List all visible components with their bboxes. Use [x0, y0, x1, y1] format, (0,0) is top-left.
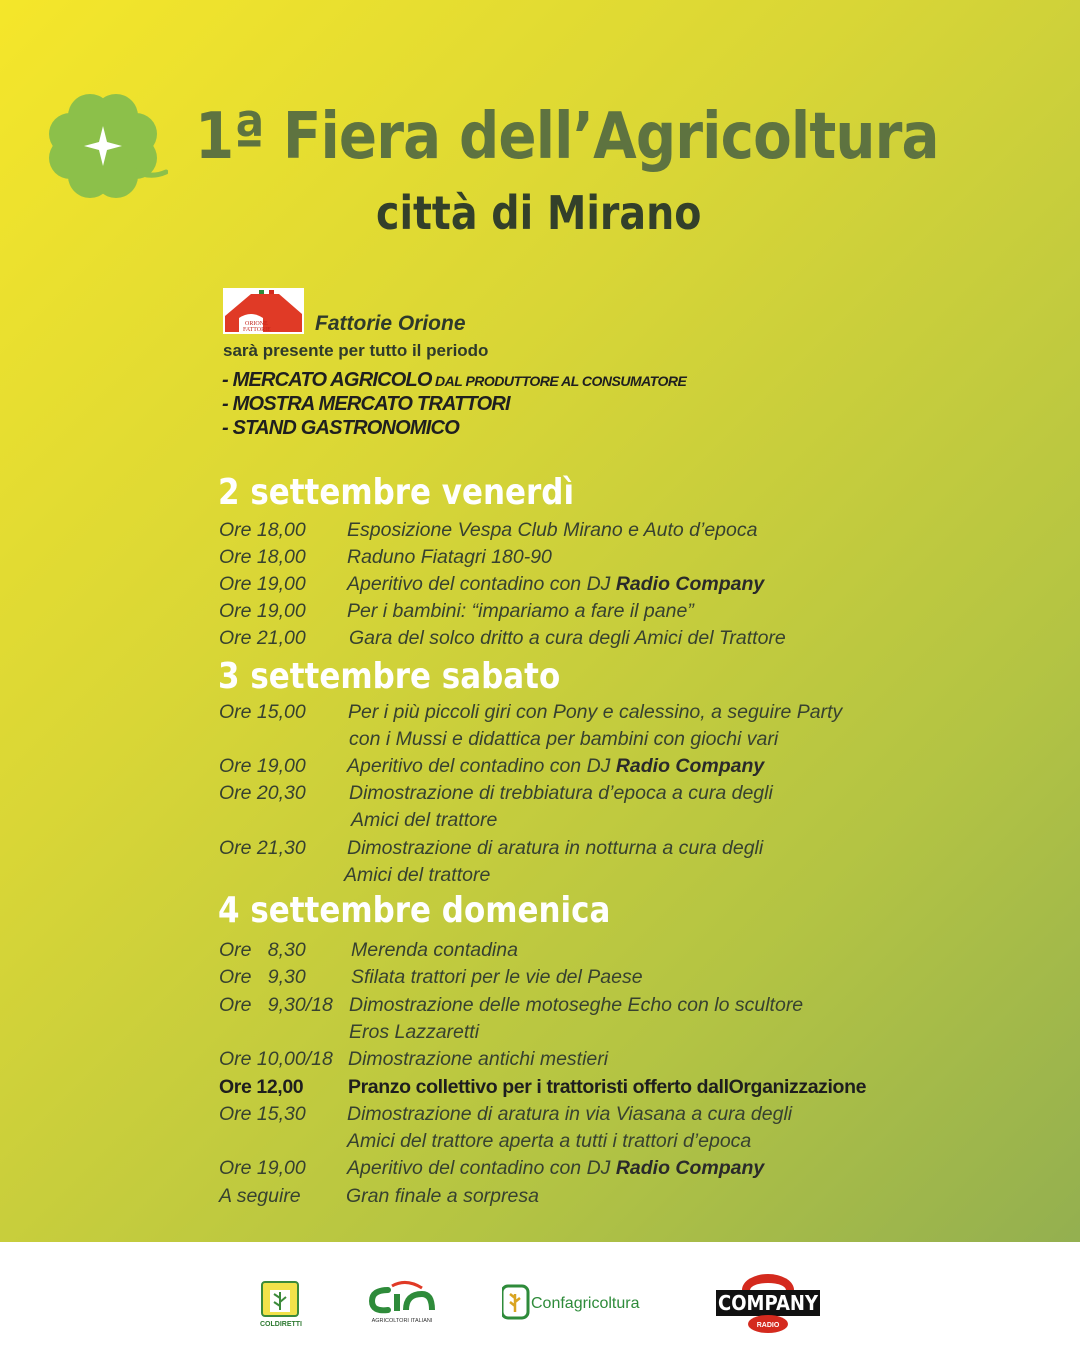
coldiretti-logo: [258, 1280, 304, 1328]
event-row: Ore 19,00 Aperitivo del contadino con DJ Radio Company: [219, 755, 765, 777]
event-row: Ore 19,00 Aperitivo del contadino con DJ Radio Company: [219, 573, 765, 595]
event-row: Ore 21,30 Dimostrazione di aratura in notturna a cura degli: [219, 837, 764, 859]
event-row: Ore 15,30 Dimostrazione di aratura in via Viasana a cura degli: [219, 1103, 793, 1125]
feature-item: - STAND GASTRONOMICO: [222, 417, 459, 439]
event-row: Ore 20,30 Dimostrazione di trebbiatura d’epoca a cura degli: [219, 782, 773, 804]
event-row: Ore 21,00 Gara del solco dritto a cura degli Amici del Trattore: [219, 627, 786, 649]
svg-text:ORIONE: ORIONE: [245, 321, 268, 327]
day-heading: 2 settembre venerdì: [218, 472, 575, 513]
svg-text:AGRICOLTORI ITALIANI: AGRICOLTORI ITALIANI: [371, 1318, 433, 1324]
event-row: Ore 18,00 Raduno Fiatagri 180-90: [219, 546, 552, 568]
event-row: Ore 8,30 Merenda contadina: [219, 939, 518, 961]
svg-text:COMPANY: COMPANY: [718, 1292, 818, 1316]
svg-text:COLDIRETTI: COLDIRETTI: [260, 1321, 302, 1328]
radio-company-logo: [714, 1268, 822, 1334]
feature-item: - MERCATO AGRICOLO DAL PRODUTTORE AL CONSUMATORE: [222, 369, 687, 391]
feature-item: - MOSTRA MERCATO TRATTORI: [222, 393, 510, 415]
event-row: Ore 15,00 Per i più piccoli giri con Pony e calessino, a seguire Party: [219, 701, 843, 723]
event-row: Ore 18,00 Esposizione Vespa Club Mirano e Auto d’epoca: [219, 519, 758, 541]
fattorie-orione-logo: [223, 288, 304, 334]
confagricoltura-logo: [502, 1284, 652, 1320]
event-row: Ore 9,30/18 Dimostrazione delle motoseghe Echo con lo scultore: [219, 994, 804, 1016]
event-row: con i Mussi e didattica per bambini con giochi vari: [349, 728, 779, 750]
svg-text:RADIO: RADIO: [756, 1322, 780, 1329]
cia-logo: [366, 1280, 438, 1324]
event-row: Amici del trattore: [344, 864, 491, 886]
event-row-highlight: Ore 12,00 Pranzo collettivo per i trattoristi offerto dallOrganizzazione: [219, 1076, 867, 1098]
svg-text:Confagricoltura: Confagricoltura: [531, 1295, 640, 1312]
event-row: Ore 19,00 Aperitivo del contadino con DJ Radio Company: [219, 1157, 765, 1179]
day-heading: 3 settembre sabato: [218, 656, 561, 697]
four-leaf-clover-icon: [44, 88, 168, 204]
event-row: Amici del trattore aperta a tutti i trattori d’epoca: [347, 1130, 752, 1152]
svg-text:FATTORIE: FATTORIE: [243, 327, 271, 333]
page-title: 1ª Fiera dell’Agricoltura: [195, 100, 939, 174]
event-row: Amici del trattore: [351, 809, 498, 831]
event-row: A seguire Gran finale a sorpresa: [219, 1185, 539, 1207]
event-row: Ore 10,00/18 Dimostrazione antichi mestieri: [219, 1048, 609, 1070]
event-row: Ore 9,30 Sfilata trattori per le vie del Paese: [219, 966, 643, 988]
organizer-note: sarà presente per tutto il periodo: [223, 341, 489, 360]
event-row: Eros Lazzaretti: [349, 1021, 480, 1043]
event-row: Ore 19,00 Per i bambini: “impariamo a fare il pane”: [219, 600, 694, 622]
page-subtitle: città di Mirano: [376, 186, 702, 240]
organizer-name: Fattorie Orione: [315, 312, 466, 335]
sponsor-footer: [0, 1242, 1080, 1350]
day-heading: 4 settembre domenica: [218, 890, 611, 931]
